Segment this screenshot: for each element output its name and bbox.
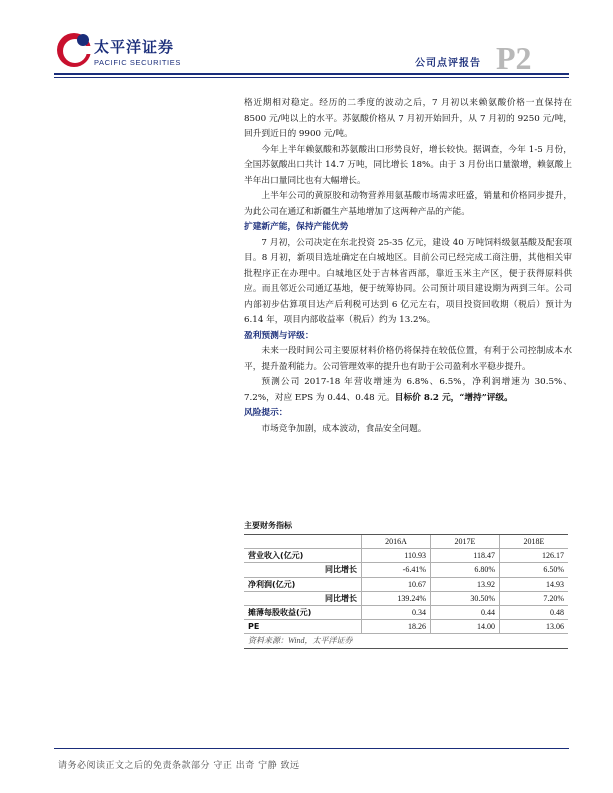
row-label: PE — [244, 620, 362, 634]
table-row — [244, 577, 568, 591]
table-source-row — [244, 634, 568, 648]
table-cell: 0.34 — [362, 605, 431, 619]
logo-company-cn: 太平洋证券 — [94, 38, 175, 56]
target-price-rating: 目标价 8.2 元，“增持”评级。 — [394, 392, 513, 403]
heading-forecast: 盈利预测与评级： — [244, 330, 314, 341]
table-cell: 110.93 — [362, 549, 431, 563]
row-label: 同比增长 — [244, 591, 362, 605]
forecast-text: 预测公司 2017-18 年营收增速为 6.8%、6.5%，净利润增速为 30.5%、7.2%，对应 EPS 为 0.44、0.48 元。 — [244, 377, 572, 403]
page-number: P2 — [496, 40, 532, 76]
paragraph-outlook: 未来一段时间公司主要原材料价格仍将保持在较低位置，有利于公司控制成本水平，提升盈利能力。公司管理效率的提升也有助于公司盈利水平稳步提升。 — [244, 346, 572, 372]
column-header: 2017E — [431, 535, 500, 549]
table-source: 资料来源：Wind，太平洋证券 — [244, 634, 568, 648]
table-cell: -6.41% — [362, 563, 431, 577]
header-rule-thin — [54, 77, 569, 78]
table-cell: 10.67 — [362, 577, 431, 591]
footer-rule — [54, 748, 569, 749]
paragraph-project: 7 月初，公司决定在东北投资 25-35 亿元，建设 40 万吨饲料级氨基酸及配套项目。8 月初，新项目选址确定在白城地区。目前公司已经完成工商注册，其他相关审批程序正在办理中。白城地区处于吉林省西部，靠近玉米主产区，便于获得原料供应。而且邻近公司通辽基地，便于统筹协同。公司预计项目建设期为两到三年。公司内部初步估算项目达产后利税可达到 6 亿元左右，项目投资回收期（税后）预计为 6.14 年，项目内部收益率（税后）约为 13.2%。 — [244, 237, 572, 325]
paragraph-capacity: 上半年公司的黄原胶和动物营养用氨基酸市场需求旺盛，销量和价格同步提升，为此公司在通辽和新疆生产基地增加了这两种产品的产能。 — [244, 191, 572, 217]
table-cell: 14.00 — [431, 620, 500, 634]
table-cell: 118.47 — [431, 549, 500, 563]
table-cell: 139.24% — [362, 591, 431, 605]
table-row — [244, 591, 568, 605]
column-header: 2016A — [362, 535, 431, 549]
table-row — [244, 563, 568, 577]
table-row — [244, 549, 568, 563]
table-cell: 30.50% — [431, 591, 500, 605]
paragraph-price: 格近期相对稳定。经历的二季度的波动之后，7 月初以来赖氨酸价格一直保持在 8500 元/吨以上的水平。苏氨酸价格从 7 月初开始回升，从 7 月初的 9250 元/吨，回升到近日的 9900 元/吨。 — [244, 98, 572, 139]
table-cell: 7.20% — [500, 591, 569, 605]
row-label: 净利润(亿元) — [244, 577, 362, 591]
table-row — [244, 620, 568, 634]
table-cell: 126.17 — [500, 549, 569, 563]
paragraph-forecast — [244, 375, 572, 406]
table-header-row — [244, 535, 568, 549]
paragraph-risk: 市场竞争加剧，成本波动，食品安全问题。 — [261, 423, 427, 434]
header-rule-blue — [54, 73, 569, 75]
logo-cutout — [78, 46, 94, 54]
logo-dot — [77, 34, 89, 46]
footer-disclaimer: 请务必阅读正文之后的免责条款部分 守正 出奇 宁静 致远 — [58, 761, 300, 771]
table-cell: 6.80% — [431, 563, 500, 577]
column-header: 2018E — [500, 535, 569, 549]
row-label: 摊薄每股收益(元) — [244, 605, 362, 619]
table-cell: 13.92 — [431, 577, 500, 591]
table-cell: 18.26 — [362, 620, 431, 634]
table-title: 主要财务指标 — [244, 521, 292, 530]
table-row — [244, 605, 568, 619]
row-label: 营业收入(亿元) — [244, 549, 362, 563]
table-cell: 0.48 — [500, 605, 569, 619]
paragraph-export: 今年上半年赖氨酸和苏氨酸出口形势良好，增长较快。据调查，今年 1-5 月份，全国苏氨酸出口共计 14.7 万吨，同比增长 18%。由于 3 月份出口量激增，赖氨酸上半年出口量同比也有大幅增长。 — [244, 144, 572, 186]
table-cell: 6.50% — [500, 563, 569, 577]
report-type: 公司点评报告 — [415, 58, 481, 69]
report-body — [244, 96, 572, 437]
table-corner — [244, 535, 362, 549]
table-cell: 0.44 — [431, 605, 500, 619]
heading-risk: 风险提示： — [244, 408, 288, 418]
financial-table — [244, 534, 568, 649]
table-cell: 13.06 — [500, 620, 569, 634]
logo-company-en: PACIFIC SECURITIES — [94, 58, 181, 67]
row-label: 同比增长 — [244, 563, 362, 577]
heading-expansion: 扩建新产能，保持产能优势 — [244, 222, 349, 232]
table-cell: 14.93 — [500, 577, 569, 591]
